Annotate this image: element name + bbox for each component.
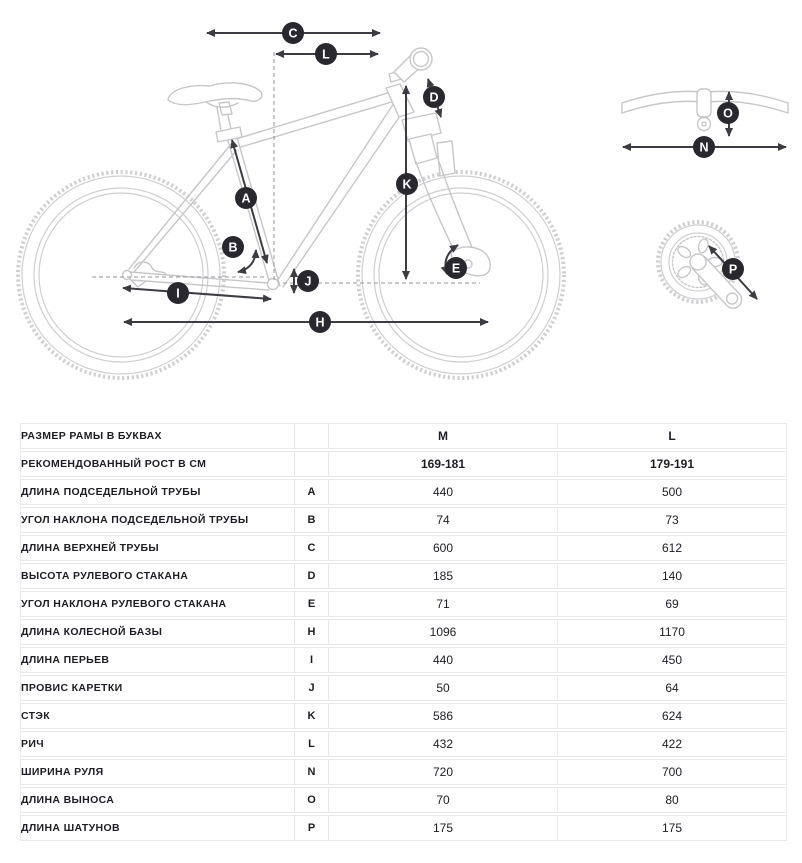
- table-row: [20, 535, 787, 561]
- marker-j: [297, 270, 319, 292]
- marker-a: [235, 187, 257, 209]
- table-row: [20, 731, 787, 757]
- value-m: 185: [328, 563, 557, 589]
- bike-geometry-diagram: [0, 0, 802, 420]
- table-row: [20, 815, 787, 841]
- row-letter: I: [294, 647, 328, 673]
- value-m: 70: [328, 787, 557, 813]
- value-m: 50: [328, 675, 557, 701]
- row-label: ДЛИНА ПЕРЬЕВ: [20, 647, 294, 673]
- row-letter: L: [294, 731, 328, 757]
- row-letter: [294, 451, 328, 477]
- markers: [167, 22, 744, 333]
- value-m: 1096: [328, 619, 557, 645]
- row-label: ДЛИНА ВЫНОСА: [20, 787, 294, 813]
- value-l: 612: [557, 535, 787, 561]
- table-row: [20, 759, 787, 785]
- row-letter: O: [294, 787, 328, 813]
- row-label: РАЗМЕР РАМЫ В БУКВАХ: [20, 423, 294, 449]
- svg-text:L: L: [322, 47, 330, 62]
- row-letter: H: [294, 619, 328, 645]
- svg-text:H: H: [315, 315, 325, 330]
- marker-o: [717, 102, 739, 124]
- value-l: 80: [557, 787, 787, 813]
- value-l: 700: [557, 759, 787, 785]
- head-tube: [386, 84, 414, 117]
- table-row: [20, 787, 787, 813]
- value-l: 500: [557, 479, 787, 505]
- marker-n: [693, 136, 715, 158]
- value-l: 624: [557, 703, 787, 729]
- value-m: 440: [328, 479, 557, 505]
- value-m: 586: [328, 703, 557, 729]
- svg-text:O: O: [723, 106, 733, 121]
- value-m: 71: [328, 591, 557, 617]
- marker-d: [423, 86, 445, 108]
- table-row: [20, 619, 787, 645]
- marker-b: [222, 236, 244, 258]
- geometry-table-wrap: [20, 421, 787, 843]
- svg-text:J: J: [304, 274, 312, 289]
- row-letter: E: [294, 591, 328, 617]
- marker-p: [722, 258, 744, 280]
- geometry-table: [20, 421, 787, 843]
- saddle: [168, 83, 262, 105]
- table-row: [20, 563, 787, 589]
- svg-text:P: P: [728, 262, 738, 277]
- row-label: ВЫСОТА РУЛЕВОГО СТАКАНА: [20, 563, 294, 589]
- row-label: ДЛИНА КОЛЕСНОЙ БАЗЫ: [20, 619, 294, 645]
- table-row: [20, 451, 787, 477]
- row-letter: C: [294, 535, 328, 561]
- row-letter: J: [294, 675, 328, 701]
- table-row: [20, 423, 787, 449]
- table-row: [20, 647, 787, 673]
- row-label: ДЛИНА ШАТУНОВ: [20, 815, 294, 841]
- marker-i: [167, 282, 189, 304]
- value-m: 440: [328, 647, 557, 673]
- value-l: 140: [557, 563, 787, 589]
- svg-text:A: A: [241, 191, 251, 206]
- row-letter: [294, 423, 328, 449]
- row-letter: B: [294, 507, 328, 533]
- row-label: ДЛИНА ПОДСЕДЕЛЬНОЙ ТРУБЫ: [20, 479, 294, 505]
- value-l: 69: [557, 591, 787, 617]
- row-label: УГОЛ НАКЛОНА РУЛЕВОГО СТАКАНА: [20, 591, 294, 617]
- svg-text:N: N: [699, 140, 709, 155]
- value-l: 64: [557, 675, 787, 701]
- value-m: 175: [328, 815, 557, 841]
- row-letter: K: [294, 703, 328, 729]
- row-letter: A: [294, 479, 328, 505]
- size-l-header: L: [557, 423, 787, 449]
- table-row: [20, 479, 787, 505]
- row-label: УГОЛ НАКЛОНА ПОДСЕДЕЛЬНОЙ ТРУБЫ: [20, 507, 294, 533]
- svg-text:C: C: [288, 26, 298, 41]
- frame: [123, 48, 491, 290]
- table-row: [20, 675, 787, 701]
- value-l: 179-191: [557, 451, 787, 477]
- table-row: [20, 591, 787, 617]
- table-row: [20, 703, 787, 729]
- bike-side-view: [18, 33, 564, 378]
- marker-l: [315, 43, 337, 65]
- value-m: 74: [328, 507, 557, 533]
- value-l: 1170: [557, 619, 787, 645]
- marker-e: [445, 257, 467, 279]
- value-m: 720: [328, 759, 557, 785]
- row-label: ШИРИНА РУЛЯ: [20, 759, 294, 785]
- svg-text:D: D: [429, 90, 439, 105]
- arrow-i: [123, 288, 271, 299]
- row-label: СТЭК: [20, 703, 294, 729]
- svg-text:K: K: [402, 177, 412, 192]
- row-letter: N: [294, 759, 328, 785]
- table-row: [20, 507, 787, 533]
- value-l: 73: [557, 507, 787, 533]
- value-l: 175: [557, 815, 787, 841]
- svg-text:E: E: [451, 261, 461, 276]
- size-m-header: M: [328, 423, 557, 449]
- row-label: РИЧ: [20, 731, 294, 757]
- value-m: 600: [328, 535, 557, 561]
- value-l: 422: [557, 731, 787, 757]
- svg-text:B: B: [228, 240, 238, 255]
- value-m: 169-181: [328, 451, 557, 477]
- marker-k: [396, 173, 418, 195]
- row-letter: D: [294, 563, 328, 589]
- marker-c: [282, 22, 304, 44]
- row-label: РЕКОМЕНДОВАННЫЙ РОСТ В СМ: [20, 451, 294, 477]
- stem-clamp: [697, 89, 711, 117]
- row-label: ДЛИНА ВЕРХНЕЙ ТРУБЫ: [20, 535, 294, 561]
- row-letter: P: [294, 815, 328, 841]
- row-label: ПРОВИС КАРЕТКИ: [20, 675, 294, 701]
- value-m: 432: [328, 731, 557, 757]
- value-l: 450: [557, 647, 787, 673]
- marker-h: [309, 311, 331, 333]
- svg-text:I: I: [176, 286, 180, 301]
